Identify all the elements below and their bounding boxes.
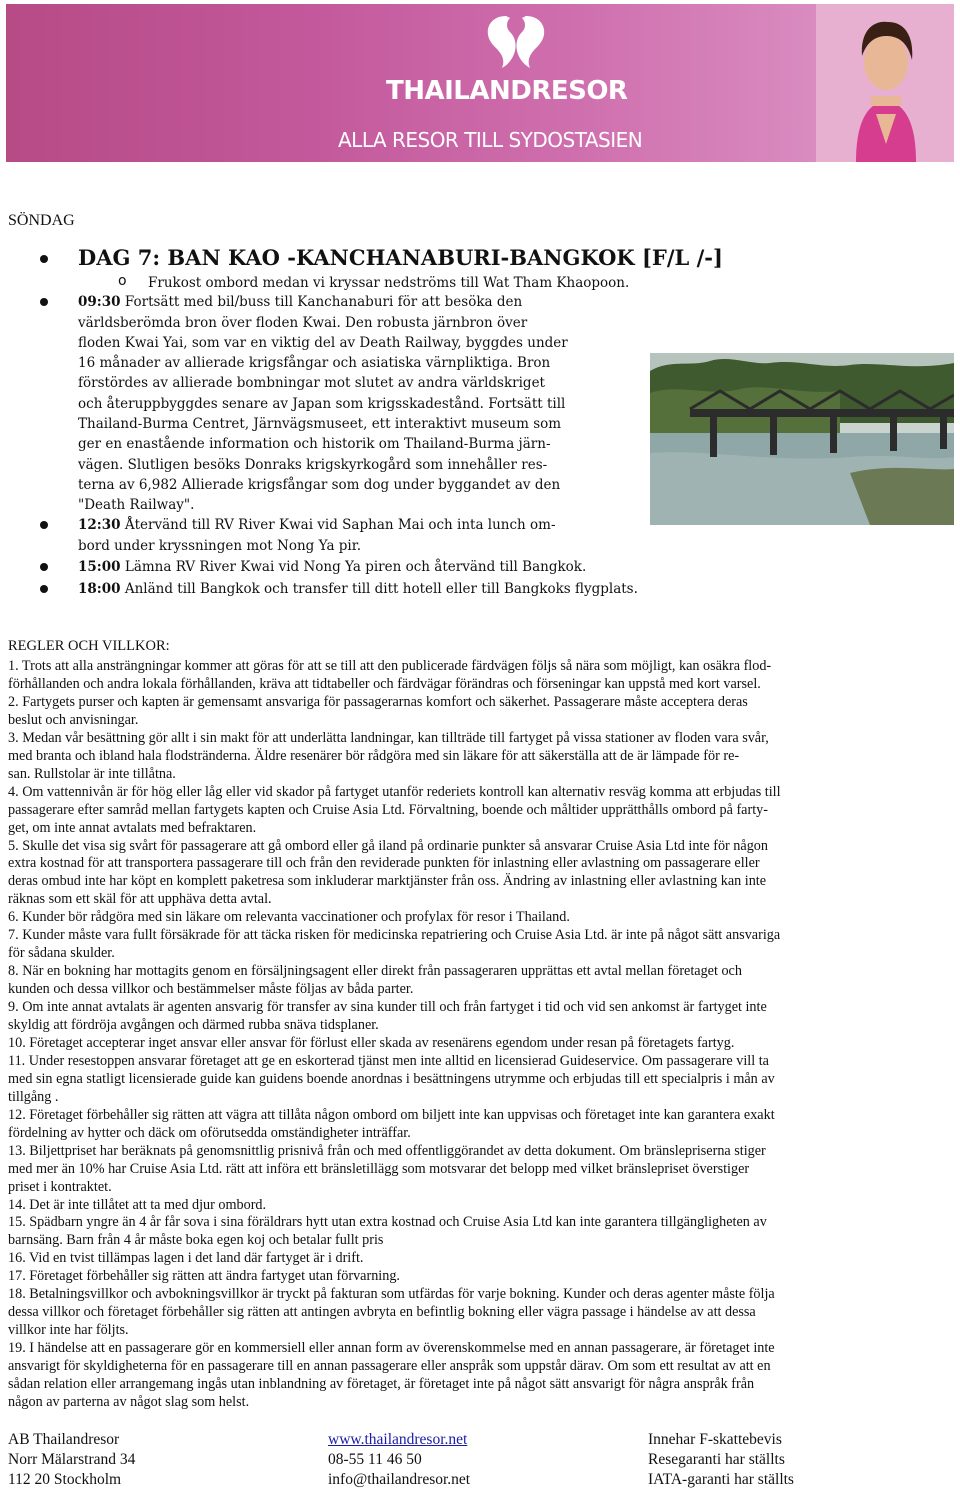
itinerary-line: och återuppbyggdes senare av Japan som krigsskadestånd. Fortsätt till — [78, 396, 566, 412]
terms-line: 8. När en bokning har mottagits genom en försäljningsagent eller direkt från passageraren upprättas ett avtal mellan företaget och — [8, 963, 742, 980]
terms-line: sådan relation eller arrangemang ingås utan inblandning av företaget, är företaget inte på något sätt ansvarigt för några anspråk från — [8, 1376, 755, 1392]
itinerary-line: "Death Railway". — [78, 497, 195, 513]
phone-number: 08-55 11 46 50 — [328, 1451, 422, 1468]
terms-line: fördelning av hytter och däck om oförutsedda omständigheter inträffar. — [8, 1124, 411, 1141]
iata-guarantee-note: IATA-garanti har ställts — [648, 1471, 794, 1488]
terms-line: 16. Vid en tvist tillämpas lagen i det land där fartyget är i drift. — [8, 1250, 364, 1267]
website-link[interactable]: www.thailandresor.net — [328, 1431, 468, 1448]
terms-line: 14. Det är inte tillåtet att ta med djur ombord. — [8, 1196, 267, 1213]
river-kwai-bridge-photo — [650, 353, 954, 525]
itinerary-line: 18:00 Anländ till Bangkok och transfer till ditt hotell eller till Bangkoks flygplats. — [78, 581, 638, 597]
terms-line: skyldig att fördröja avgången och därmed rubba snäva tidsplaner. — [8, 1017, 379, 1033]
terms-heading: REGLER OCH VILLKOR: — [8, 638, 170, 654]
logo-icon — [476, 12, 556, 72]
terms-line: 7. Kunder måste vara fullt försäkrade för att täcka risken för medicinska repatriering och Cruise Asia Ltd. är inte på något sätt ansvariga — [8, 927, 781, 944]
time-label: 18:00 — [78, 581, 121, 597]
bullet-dot — [40, 298, 48, 306]
terms-line: med mer än 10% har Cruise Asia Ltd. rätt att införa ett bränsletillägg som motsvarar det belopp med vilket bränslepriset överstiger — [8, 1160, 750, 1177]
terms-line: 2. Fartygets purser och kapten är gemensamt ansvariga för passagerarnas komfort och säkerhet. Passagerare måste acceptera deras — [8, 693, 748, 710]
itinerary-line: 12:30 Återvänd till RV River Kwai vid Saphan Mai och inta lunch om- — [78, 517, 556, 533]
breakfast-note: Frukost ombord medan vi kryssar nedströms till Wat Tham Khaopoon. — [148, 275, 630, 291]
terms-line: kunden och dessa villkor och bestämmelser måste följas av båda parter. — [8, 981, 414, 998]
terms-line: räknas som ett skäl för att upphäva detta avtal. — [8, 891, 272, 908]
brand-name: THAILANDRESOR — [386, 76, 628, 106]
terms-line: för sådana skulder. — [8, 945, 115, 962]
sub-bullet-marker: o — [118, 273, 127, 289]
terms-line: ansvarigt för skyldigheterna för en passagerare till en annan passagerare eller anspråk som uppstår därav. Om som ett resultat av att en — [8, 1358, 771, 1375]
day-heading: DAG 7: BAN KAO -KANCHANABURI-BANGKOK [F/L /-] — [78, 245, 723, 270]
itinerary-line: terna av 6,982 Allierade krigsfångar som dog under byggandet av den — [78, 477, 561, 493]
weekday-label: SÖNDAG — [8, 212, 75, 229]
terms-line: 5. Skulle det visa sig svårt för passagerare att gå ombord eller gå iland på ordinarie punkter så ansvarar Cruise Asia Ltd inte för någon — [8, 837, 768, 854]
terms-line: beslut och anvisningar. — [8, 711, 139, 728]
terms-line: deras ombud inte har köpt en komplett paketresa som inkluderar marktjänster från oss. Ändring av inlastning eller avlastning kan inte — [8, 873, 767, 890]
itinerary-line: världsberömda bron över floden Kwai. Den robusta järnbron över — [78, 315, 528, 331]
hostess-portrait-image — [816, 4, 954, 162]
terms-line: 17. Företaget förbehåller sig rätten att ändra fartyget utan förvarning. — [8, 1268, 400, 1285]
bullet-dot — [40, 585, 48, 593]
terms-line: dessa villkor och företaget förbehåller sig rätten att antingen avbryta en befintlig bokning eller vägra passage i händelse av att dessa — [8, 1304, 756, 1321]
tax-note: Innehar F-skattebevis — [648, 1431, 782, 1448]
terms-line: barnsäng. Barn från 4 år måste boka egen koj och betalar fullt pris — [8, 1232, 384, 1249]
terms-line: priset i kontraktet. — [8, 1178, 112, 1195]
company-name: AB Thailandresor — [8, 1431, 120, 1448]
terms-line: villkor inte har följts. — [8, 1322, 129, 1339]
terms-line: 1. Trots att alla ansträngningar kommer att göras för att se till att den publicerade färdvägen följs så nära som möjligt, kan osäkra flod- — [8, 658, 772, 674]
itinerary-line: förstördes av allierade bombningar mot slutet av andra världskriget — [78, 375, 545, 391]
terms-line: 15. Spädbarn yngre än 4 år får sova i sina föräldrars hytt utan extra kostnad och Cruise Asia Ltd kan inte garantera tillgängligheten av — [8, 1214, 767, 1231]
travel-guarantee-note: Resegaranti har ställts — [648, 1451, 785, 1468]
terms-line: någon av parterna av något slag som helst. — [8, 1393, 250, 1410]
terms-line: 6. Kunder bör rådgöra med sin läkare om relevanta vaccinationer och profylax för resor i Thailand. — [8, 909, 570, 926]
terms-line: san. Rullstolar är inte tillåtna. — [8, 765, 176, 782]
terms-line: 9. Om inte annat avtalats är agenten ansvarig för transfer av sina kunder till och från fartyget i tid och vid sen ankomst är fartyget inte — [8, 999, 767, 1016]
terms-line: 11. Under resestoppen ansvarar företaget att ge en eskorterad tjänst men inte alltid en licensierad Guideservice. Om passagerare vill ta — [8, 1052, 769, 1069]
itinerary-line: 16 månader av allierade krigsfångar och asiatiska värnpliktiga. Bron — [78, 355, 551, 371]
time-label: 15:00 — [78, 559, 121, 575]
itinerary-line: Thailand-Burma Centret, Järnvägsmuseet, ett interaktivt museum som — [78, 416, 562, 432]
terms-line: med branta och ibland hala flodstränderna. Äldre resenärer bör rådgöra med sin läkare för att säkerställa att de är lämpade för re- — [8, 747, 740, 764]
terms-line: 12. Företaget förbehåller sig rätten att vägra att tillåta någon ombord om biljett inte kan uppvisas och företaget inte kan garantera exakt — [8, 1106, 775, 1123]
company-address: Norr Mälarstrand 34 — [8, 1451, 136, 1468]
email-address: info@thailandresor.net — [328, 1471, 471, 1488]
bullet-dot — [40, 521, 48, 529]
itinerary-line: floden Kwai Yai, som var en viktig del av Death Railway, byggdes under — [78, 335, 568, 351]
terms-line: förhållanden och andra lokala förhållanden, kräva att tidtabeller och färdvägar förändras och förseningar kan uppstå med kort varsel. — [8, 675, 761, 692]
brand-tagline: ALLA RESOR TILL SYDOSTASIEN — [338, 128, 643, 152]
bullet-dot — [40, 563, 48, 571]
terms-line: 3. Medan vår besättning gör allt i sin makt för att underlätta landningar, kan tillträde till fartyget på vissa stationer av floden vara svår, — [8, 729, 769, 746]
itinerary-line: bord under kryssningen mot Nong Ya pir. — [78, 538, 361, 554]
terms-line: 10. Företaget accepterar inget ansvar eller ansvar för förlust eller skada av resenärens egendom under resan på företagets fartyg. — [8, 1034, 735, 1051]
terms-line: get, om inte annat avtalats med befraktaren. — [8, 819, 257, 836]
bullet-dot — [40, 255, 48, 263]
terms-line: 18. Betalningsvillkor och avbokningsvillkor är tryckt på fakturan som utfärdas för varje bokning. Kunder och deras agenter måste följa — [8, 1286, 775, 1303]
terms-line: 13. Biljettpriset har beräknats på genomsnittlig prisnivå från och med offentliggörandet av detta dokument. Om bränslepriserna stiger — [8, 1142, 766, 1159]
terms-line: med sin egna statligt licensierade guide kan guidens boende anordnas i besättningens utrymme och erbjudas till ett specialpris i mån av — [8, 1070, 775, 1087]
terms-line: tillgång . — [8, 1088, 59, 1105]
terms-line: 19. I händelse att en passagerare gör en kommersiell eller annan form av överenskommelse med en annan passagerare, är företaget inte — [8, 1340, 775, 1357]
header-banner — [6, 4, 954, 162]
itinerary-line: 09:30 Fortsätt med bil/buss till Kanchanaburi för att besöka den — [78, 294, 523, 310]
terms-line: passagerare efter samråd mellan fartygets kapten och Cruise Asia Ltd. Förvaltning, boende och måltider upprätthålls ombord på farty- — [8, 801, 768, 818]
time-label: 09:30 — [78, 294, 121, 310]
itinerary-line: 15:00 Lämna RV River Kwai vid Nong Ya piren och återvänd till Bangkok. — [78, 559, 587, 575]
company-postal: 112 20 Stockholm — [8, 1471, 122, 1488]
itinerary-line: ger en enastående information och historik om Thailand-Burma järn- — [78, 436, 551, 452]
terms-line: 4. Om vattennivån är för hög eller låg eller vid skador på fartyget utanför rederiets kontroll kan alternativ resväg komma att erbjudas till — [8, 783, 781, 800]
itinerary-line: vägen. Slutligen besöks Donraks krigskyrkogård som innehåller res- — [78, 457, 548, 473]
time-label: 12:30 — [78, 517, 121, 533]
terms-line: extra kostnad för att transportera passagerare till och från den reviderade punkten för inlastning eller avlastning om passagerare eller — [8, 855, 760, 872]
